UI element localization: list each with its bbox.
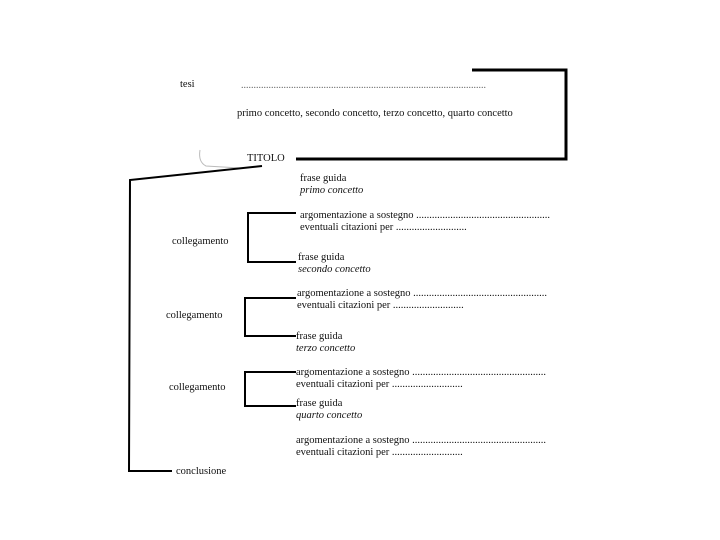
collegamento-1: collegamento (172, 236, 229, 247)
collegamento-3: collegamento (169, 382, 226, 393)
argomentazione-4: argomentazione a sostegno ................................................... (296, 435, 547, 446)
frase-guida-4: frase guida (296, 398, 343, 409)
tesi-concepts: primo concetto, secondo concetto, terzo concetto, quarto concetto (237, 108, 513, 119)
collegamento-2: collegamento (166, 310, 223, 321)
collegamento-bracket-2 (245, 298, 296, 336)
titolo-curl (200, 150, 240, 168)
concetto-3: terzo concetto (296, 343, 356, 354)
tesi-dots: .................................................................................................. (241, 80, 486, 91)
frase-guida-3: frase guida (296, 331, 343, 342)
collegamento-bracket-1 (248, 213, 296, 262)
citazioni-2: eventuali citazioni per ........................... (297, 300, 464, 311)
tesi-label: tesi (180, 79, 195, 90)
concetto-1: primo concetto (300, 185, 364, 196)
argomentazione-3: argomentazione a sostegno ................................................... (296, 367, 547, 378)
citazioni-3: eventuali citazioni per ........................... (296, 379, 463, 390)
citazioni-1: eventuali citazioni per ........................... (300, 222, 467, 233)
titolo: TITOLO (247, 153, 285, 164)
concetto-4: quarto concetto (296, 410, 363, 421)
citazioni-4: eventuali citazioni per ........................... (296, 447, 463, 458)
concetto-2: secondo concetto (298, 264, 371, 275)
frase-guida-1: frase guida (300, 173, 347, 184)
conclusione: conclusione (176, 466, 227, 477)
argomentazione-1: argomentazione a sostegno ................................................... (300, 210, 551, 221)
frase-guida-2: frase guida (298, 252, 345, 263)
argomentazione-2: argomentazione a sostegno ................................................... (297, 288, 548, 299)
collegamento-bracket-3 (245, 372, 296, 406)
